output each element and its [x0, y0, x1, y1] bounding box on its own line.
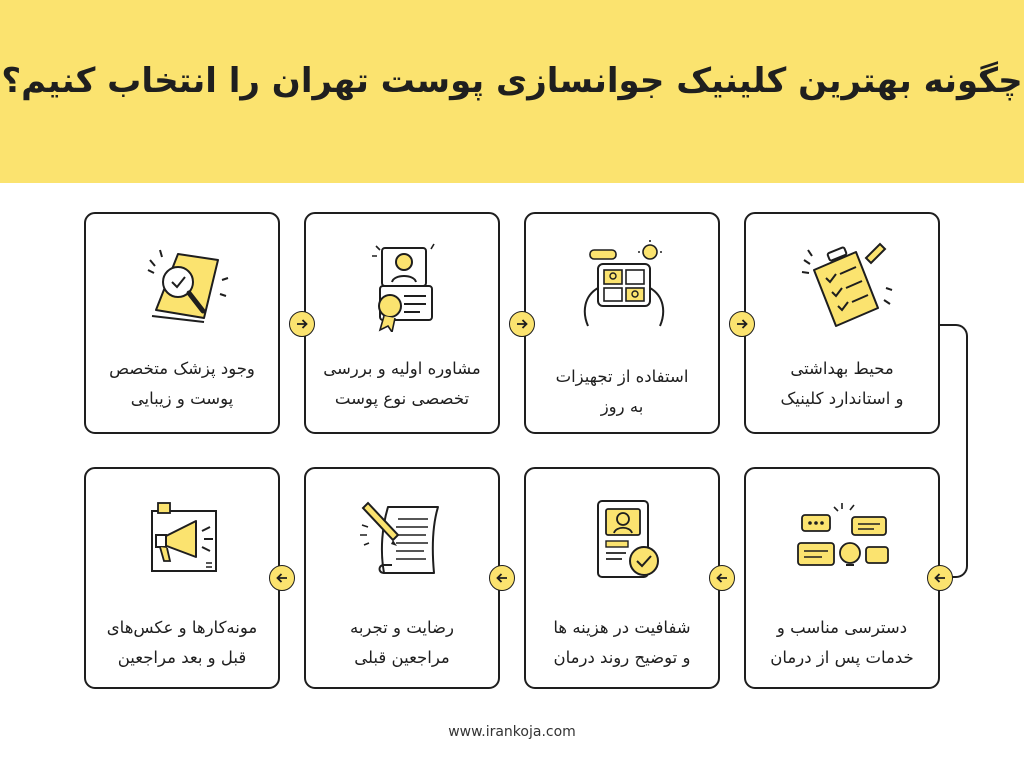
page-title: چگونه بهترین کلینیک جوانسازی پوست تهران را انتخاب کنیم؟: [1, 61, 1023, 101]
step-label-3: مشاوره اولیه و بررسی تخصصی نوع پوست: [323, 359, 481, 408]
arrow-right-icon: [295, 317, 309, 331]
arrow-left-icon: [933, 571, 947, 585]
step-card-4: [84, 212, 280, 434]
arrow-left-2: [489, 565, 515, 591]
step-label-1: محیط بهداشتی و استاندارد کلینیک: [780, 359, 904, 408]
arrow-right-2: [509, 311, 535, 337]
checklist-icon: [794, 240, 894, 332]
certificate-icon: [354, 240, 454, 332]
step-label-2: استفاده از تجهیزات به روز: [555, 367, 689, 416]
step-label-6: شفافیت در هزینه ها و توضیح روند درمان: [553, 618, 691, 667]
megaphone-icon: [134, 495, 234, 587]
arrow-right-3: [289, 311, 315, 337]
step-card-6: [524, 467, 720, 689]
magnifier-document-icon: [134, 240, 234, 332]
profile-check-icon: [574, 495, 674, 587]
arrow-left-1: [709, 565, 735, 591]
arrow-left-icon: [715, 571, 729, 585]
arrow-right-icon: [515, 317, 529, 331]
arrow-right-1: [729, 311, 755, 337]
arrow-left-3: [269, 565, 295, 591]
step-card-3: [304, 212, 500, 434]
step-card-7: [304, 467, 500, 689]
step-label-7: رضایت و تجربه مراجعین قبلی: [349, 618, 455, 667]
arrow-left-icon: [275, 571, 289, 585]
step-card-5: [744, 467, 940, 689]
step-label-4: وجود پزشک متخصص پوست و زیبایی: [109, 359, 255, 408]
arrow-right-icon: [735, 317, 749, 331]
scroll-pen-icon: [354, 495, 454, 587]
row-connector: [940, 324, 968, 578]
chat-bubbles-icon: [794, 495, 894, 587]
step-label-5: دسترسی مناسب و خدمات پس از درمان: [770, 618, 914, 667]
step-card-1: [744, 212, 940, 434]
step-card-2: [524, 212, 720, 434]
arrow-left-icon: [495, 571, 509, 585]
step-card-8: [84, 467, 280, 689]
tablet-icon: [574, 240, 674, 332]
footer-url[interactable]: www.irankoja.com: [448, 724, 576, 740]
arrow-left-connector: [927, 565, 953, 591]
step-label-8: مونه‌کارها و عکس‌های قبل و بعد مراجعین: [106, 618, 258, 667]
